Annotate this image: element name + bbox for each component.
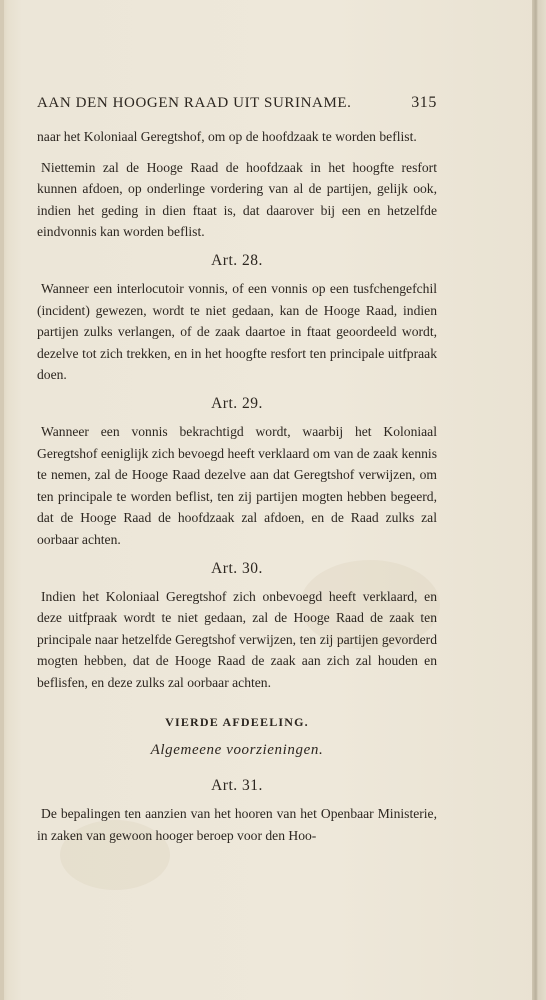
running-head [37,94,437,112]
page-left-shadow [0,0,4,1000]
article-text-28: Wanneer een interlocutoir vonnis, of een vonnis op een tusfchengefchil (incident) gewezen, wordt te niet gedaan, kan de Hooge Raad, indien partijen zulks verlangen, of de zaak daartoe in ftaat geoordeeld wordt, dezelve tot zich trekken, en in het hoogfte resfort ten principale uitfpraak doen. [37,280,437,383]
article-text-29: Wanneer een vonnis bekrachtigd wordt, waarbij het Koloniaal Geregtshof eeniglijk zich bevoegd heeft verklaard om van de zaak kennis te nemen, zal de Hooge Raad dezelve aan dat Geregtshof verwijzen, om ten principale te worden beflist, ten zij partijen mogten hebben begeerd, dat de Hooge Raad de hoofdzaak zal afdoen, en de Raad zulks zal oorbaar achten. [37,423,437,547]
page-right-edge [532,0,546,1000]
section-heading: VIERDE AFDEELING. [165,715,309,730]
article-text-31: De bepalingen ten aanzien van het hooren van het Openbaar Ministerie, in zaken van gewoon hooger beroep voor den Hoo- [37,806,437,844]
text-block [37,94,437,856]
article-text-30: Indien het Koloniaal Geregtshof zich onbevoegd heeft verklaard, en deze uitfpraak wordt te niet gedaan, zal de Hooge Raad de zaak ten principale naar hetzelfde Geregtshof verwijzen, ten zij partijen gevorderd mogten hebben, dat de Hooge Raad de zaak aan zich zal houden en beflisfen, en deze zulks zal oorbaar achten. [37,588,437,690]
paragraph-nietternin: Niettemin zal de Hooge Raad de hoofdzaak in het hoogfte resfort kunnen afdoen, op onderlinge vordering van al de partijen, gelijk ook, indien het geding in dien ftaat is, dat daarover bij een en hetzelfde eindvonnis kan worden beflist. [37,159,437,240]
page-number: 315 [411,94,437,111]
running-title: AAN DEN HOOGEN RAAD UIT SURINAME. [37,95,352,111]
paragraph-continuation: naar het Koloniaal Geregtshof, om op de hoofdzaak te worden beflist. [37,129,417,144]
section-subtitle: Algemeene voorzieningen. [150,742,324,759]
article-heading-30: Art. 30. [211,559,263,577]
article-heading-29: Art. 29. [211,394,263,412]
article-heading-28: Art. 28. [211,251,263,269]
article-heading-31: Art. 31. [211,777,263,795]
